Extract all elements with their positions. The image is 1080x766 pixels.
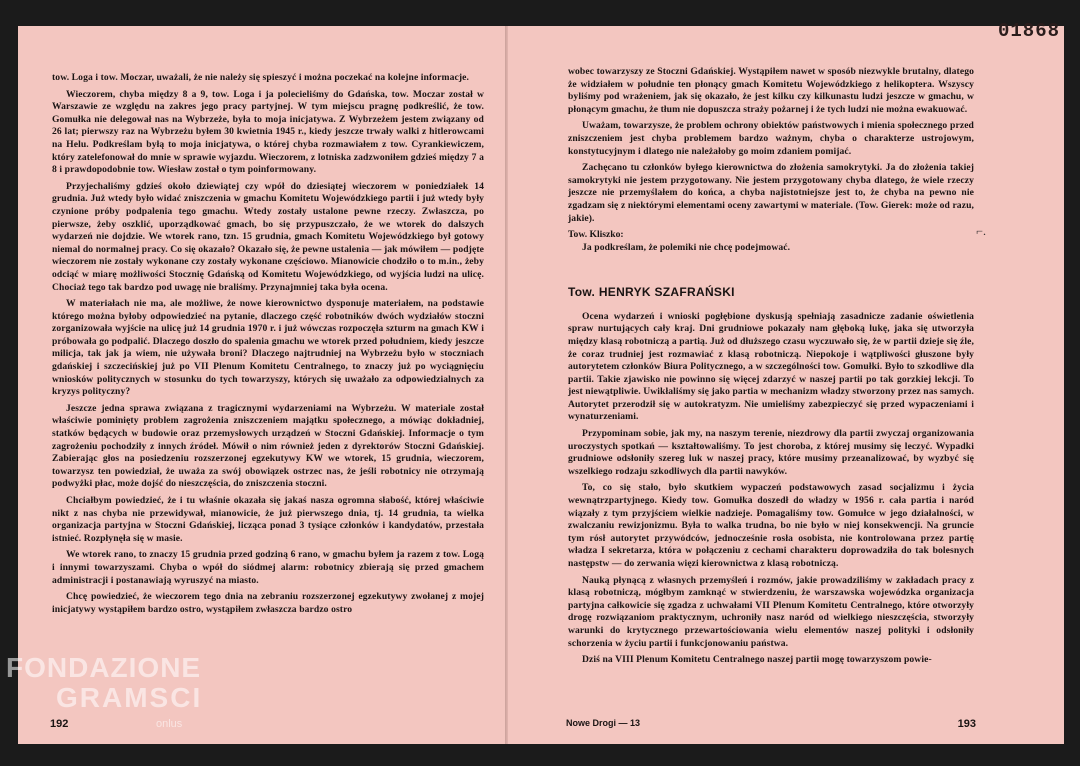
right-paragraph-4: Ocena wydarzeń i wnioski pogłębione dyskusją spełniają zasadnicze zadanie oświetlenia spraw nurtujących cały kraj. Dni grudniowe pokazały nam głęboką lukę, jaka się utworzyła między klasą robotniczą a partią. Już od dłuższego czasu wyczuwało się, że w partii dzieje się źle, że coraz trudniej jest rozmawiać z klasą robotniczą. Niepokoje i wątpliwości głuszone były autorytetem członków Biura Politycznego, a w szczególności tow. Gomułki. Było to szkodliwe dla partii. Takie zjawisko nie powinno się więcej zdarzyć w naszej partii po tak gorzkiej lekcji. To jest niewątpliwie. Uwikłaliśmy się jako partia w mechanizm władzy stworzony przez nas samych. Autorytet przerodził się w autokratyzm. Nie umieliśmy zabezpieczyć się przed wypaczeniami i wynaturzeniami.: [568, 310, 974, 423]
right-paragraph-1: wobec towarzyszy ze Stoczni Gdańskiej. Wystąpiłem nawet w sposób niezwykle brutalny, dlatego że widziałem w południe ten płonący gmach Komitetu Wojewódzkiego z helikoptera. Wszyscy byliśmy pod wrażeniem, jak się okazało, że jest kilku czy kilkunastu ludzi jeszcze w gmachu, w płonącym gmachu, że tłum nie dopuszcza straży pożarnej i że tych ludzi nie można ewakuować.: [568, 66, 974, 115]
left-paragraph-8: Chcę powiedzieć, że wieczorem tego dnia na zebraniu rozszerzonej egzekutywy zwołanej z mojej inicjatywy wystąpiłem bardzo ostro, wystąpiłem zwłaszcza bardzo ostro: [52, 591, 484, 615]
right-paragraph-7: Nauką płynącą z własnych przemyśleń i rozmów, jakie prowadziliśmy w zakładach pracy z klasą robotniczą, mógłbym zamknąć w stwierdzeniu, że warszawska wojewódzka organizacja partyjna całkowicie się zgadza z uchwałami VII Plenum Komitetu Centralnego, które otworzyły drogę rozwiązaniom praktycznym, uchroniły nasz naród od wielkiego nieszczęścia, stworzyły warunki do krytycznego przewartościowania wielu elementów naszej polityki i odsłoniły schorzenia w życiu partii i funkcjonowaniu państwa.: [568, 574, 974, 649]
watermark-line-2: GRAMSCI: [56, 682, 203, 713]
archive-stamp-number: 01868: [997, 20, 1060, 42]
right-paragraph-6: To, co się stało, było skutkiem wypaczeń podstawowych zasad socjalizmu i życia wewnątrzpartyjnego. Kiedy tow. Gomułka doszedł do władzy w 1956 r. cała partia i naród wiązały z tym przyjściem wielkie nadzieje. Pomagaliśmy tow. Gomułce w jego działalności, w zwalczaniu rewizjonizmu. Była to walka trudna, bo nie było w niej konsekwencji. Na gruncie tym rósł autorytet przywódców, jednocześnie rosła osobista, nie kontrolowana przez partię władza I sekretarza, która w połączeniu z cechami charakteru doprowadziła do tak bolesnych następstw — do zerwania więzi kierownictwa z klasą robotniczą.: [568, 482, 974, 569]
left-paragraph-2: Wieczorem, chyba między 8 a 9, tow. Loga i ja polecieliśmy do Gdańska, tow. Moczar został w Warszawie ze względu na zakres jego pracy partyjnej. W tym miejscu pragnę podkreślić, że tow. Gomułka nie delegował nas na Wybrzeże, była to moja inicjatywa. Z Wybrzeżem jestem związany od 26 lat; pierwszy raz na Wybrzeżu byłem 30 kwietnia 1945 r., kiedy jeszcze trwały walki z hitlerowcami na Helu. Podkreślam byłą to moja inicjatywa, o której chyba rozmawiałem z tow. Cyrankiewiczem, który zatelefonował do mnie w sprawie wyjazdu. Wieczorem, z lotniska zadzwoniłem gdzieś między 7 a 8 i prawdopodobnie tow. Wiesław został o tym poinformowany.: [52, 88, 484, 176]
right-paragraph-5: Przypominam sobie, jak my, na naszym terenie, niezdrowy dla partii zwyczaj organizowania uroczystych spotkań — kształtowaliśmy. To jest choroba, z której musimy się leczyć. Wypadki grudniowe odsłoniły szereg luk w naszej pracy, które musimy przeanalizować, by wyzbyć się wszelkiego rodzaju szkodliwych dla partii nawyków.: [568, 428, 974, 477]
left-paragraph-1: tow. Loga i tow. Moczar, uważali, że nie należy się spieszyć i można poczekać na kolejne informacje.: [52, 72, 470, 83]
left-paragraph-7: We wtorek rano, to znaczy 15 grudnia przed godziną 6 rano, w gmachu byłem ja razem z tow. Logą i innymi towarzyszami. Chyba o wpół do siódmej alarm: robotnicy zbierają się przed gmachem administracji i postanawiają wyruszyć na miasto.: [52, 549, 484, 586]
page-number-left: 192: [50, 718, 69, 730]
section-title: Tow. HENRYK SZAFRAŃSKI: [568, 284, 735, 299]
running-footer: Nowe Drogi — 13: [566, 718, 641, 728]
right-page: [508, 26, 1064, 744]
left-paragraph-4: W materiałach nie ma, ale możliwe, że nowe kierownictwo dysponuje materiałem, na podstawie którego można byłoby odpowiedzieć na pytanie, dlaczego część robotników dwóch wydziałów stoczni zorganizowała wyjście na ulicę już 14 grudnia 1970 r. i już wówczas rozpoczęła szturm na gmach KW i próbowała go podpalić. Dlaczego doszło do spalenia gmachu we wtorek przed południem, kiedy jeszcze milicja, tak jak ja wiem, nie używała broni? Dlaczego najtrudniej na Wybrzeżu było w stoczniach gdańskiej i szczecińskiej już po VII Plenum Komitetu Centralnego, to znaczy już po wyciągnięciu wniosków politycznych w stosunku do tych towarzyszy, których się uważało za odpowiedzialnych za kryzys polityczny?: [52, 298, 484, 398]
right-paragraph-2: Uważam, towarzysze, że problem ochrony obiektów państwowych i mienia społecznego przed zniszczeniem jest chyba problemem bardzo ważnym, chyba o charakterze ustrojowym, konstytucyjnym i dlatego nie należałoby go moim zdaniem pomijać.: [568, 120, 974, 157]
left-paragraph-5: Jeszcze jedna sprawa związana z tragicznymi wydarzeniami na Wybrzeżu. W materiale został właściwie pominięty problem zagrożenia zniszczeniem majątku społecznego, a mówiąc dokładniej, statków będących w budowie oraz przemysłowych urządzeń w Stoczni Gdańskiej. Informacje o tym zagrożeniu pochodziły z innych źródeł. Mówił o nim również jeden z dyrektorów Stoczni Gdańskiej. Zabierając głos na posiedzeniu rozszerzonej egzekutywy KW we wtorek, 15 grudnia, wieczorem, towarzysz ten powiedział, że uważa za swój obowiązek ostrzec nas, że jeśli robotnicy nie otrzymają podwyżki płac, może dojść do nieszczęścia, do zniszczenia stoczni.: [52, 402, 484, 490]
watermark-line-3: onlus: [156, 718, 183, 730]
speaker-reply: Ja podkreślam, że polemiki nie chcę podejmować.: [582, 242, 791, 254]
speaker-label: Tow. Kliszko:: [568, 229, 624, 241]
right-paragraph-8: Dziś na VIII Plenum Komitetu Centralnego naszej partii mogę towarzyszom powie-: [582, 654, 932, 666]
ink-mark-icon: ⌐.: [976, 224, 986, 238]
page-number-right: 193: [957, 718, 976, 730]
right-paragraph-3: Zachęcano tu członków byłego kierownictwa do złożenia samokrytyki. Ja do złożenia takiej samokrytyki nie jestem przygotowany. Nie jestem przygotowany chyba dlatego, że wiele rzeczy jeszcze nie przemyślałem do końca, a chyba najistotniejsze jest to, że chyba na pewno nie zgadzam się z niektórymi elementami oceny zawartymi w materiale. (Tow. Gierek: może od razu, jakie).: [568, 162, 974, 224]
left-paragraph-3: Przyjechaliśmy gdzieś około dziewiątej czy wpół do dziesiątej wieczorem w poniedziałek 14 grudnia. Już wtedy było widać zniszczenia w gmachu Komitetu Wojewódzkiego partii i już wtedy były czynione próby podpalenia tego gmachu. Wtedy zostały ustalone pewne rzeczy. Zwłaszcza, po pierwsze, żeby oszklić, uporządkować gmach, bo się przypuszczało, że we wtorek do dalszych wydarzeń nie dojdzie. We wtorek rano, tzn. 15 grudnia, gmach Komitetu Wojewódzkiego był gotowy niemal do normalnej pracy. Co się okazało? Okazało się, że pewne ustalenia — jak mówiłem — podjęte wieczorem nie zostały wykonane czy zostały wykonane częściowo. Mianowicie chodziło o to m.in., żeby odciąć w miarę możliwości Stocznię Gdańską od Komitetu Wojewódzkiego, od wyjścia ludzi na ulicę. Chociaż tego tak bardzo pod uwagę nie braliśmy. Przynajmniej taka była ocena.: [52, 180, 484, 293]
left-page: [18, 26, 508, 744]
watermark-line-1: FONDAZIONE: [6, 652, 202, 683]
left-paragraph-6: Chciałbym powiedzieć, że i tu właśnie okazała się jakaś nasza ogromna słabość, której właściwie nikt z nas chyba nie przewidywał, mianowicie, że już pierwszego dnia, tj. 14 grudnia, ta wielka organizacja partyjna w Stoczni Gdańskiej, licząca ponad 3 tysiące członków i kandydatów, przestała istnieć. Rozpłynęła się w masie.: [52, 495, 484, 544]
